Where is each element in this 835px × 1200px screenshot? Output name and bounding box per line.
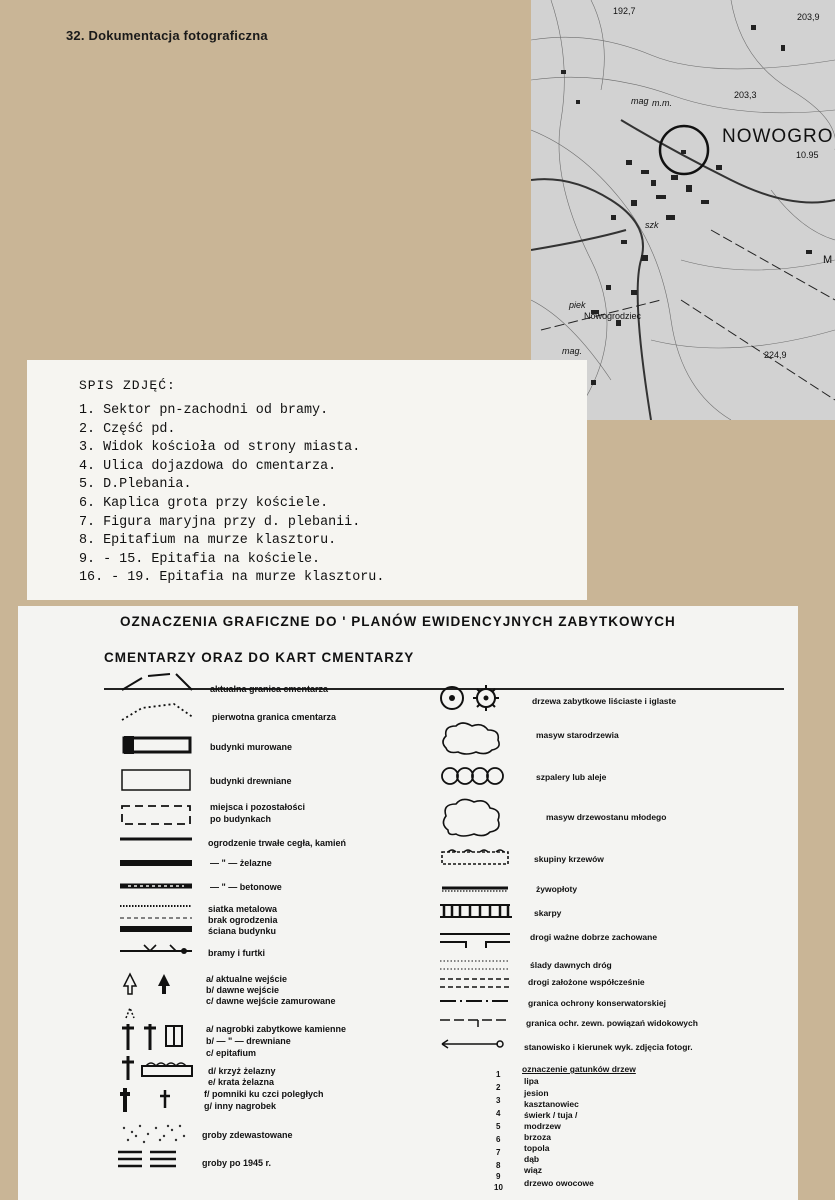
tree-species: drzewo owocowe [524,1178,594,1188]
map-label-place: Nowogrodziec [584,311,642,321]
legend-label: budynki murowane [210,742,293,752]
legend-label: — " — betonowe [210,882,282,892]
map-label-town: NOWOGRO [722,126,834,147]
legend-label: siatka metalowa [208,904,278,914]
tree-number: 10 [494,1183,503,1192]
young-stand-symbol [438,796,518,840]
legend-label: ślady dawnych dróg [530,960,612,970]
fence-lines-symbol [118,902,198,938]
map-elevation: 10.95 [796,150,819,160]
tree-species: jesion [524,1088,549,1098]
list-item: 9. - 15. Epitafia na kościele. [79,551,321,567]
post-1945-graves-symbol [114,1146,194,1174]
tree-species: kasztanowiec [524,1099,579,1109]
legend-label: szpalery lub aleje [536,772,607,782]
map-elevation: 203,9 [797,12,820,22]
tree-number: 3 [496,1096,501,1105]
photo-point-symbol [438,1036,518,1052]
list-item: 16. - 19. Epitafia na murze klasztoru. [79,570,385,586]
legend-label: a/ aktualne wejście [206,974,288,984]
legend-label: skarpy [534,908,562,918]
masonry-building-symbol [118,732,198,758]
road-trace-symbol [438,958,518,972]
list-item: 6. Kaplica grota przy kościele. [79,495,329,511]
tombstone-symbols [118,1020,198,1054]
legend-label: budynki drewniane [210,776,292,786]
map-abbrev: mag [631,96,649,106]
legend-label: d/ krzyż żelazny [208,1066,276,1076]
legend-label: drogi założone współcześnie [528,977,645,987]
tree-number: 6 [496,1135,501,1144]
tree-species: dąb [524,1154,540,1164]
old-growth-symbol [438,720,518,756]
legend-label: e/ krata żelazna [208,1077,275,1087]
tree-number: 9 [496,1172,501,1181]
tree-species: modrzew [524,1121,561,1131]
topographic-map [531,0,835,420]
map-elevation: 192,7 [613,6,636,16]
legend-label: groby po 1945 r. [202,1158,272,1168]
legend-label: f/ pomniki ku czci poległych [204,1089,324,1099]
tree-number: 5 [496,1122,501,1131]
wooden-building-symbol [118,766,198,794]
hedge-symbol [438,882,518,896]
list-item: 2. Część pd. [79,421,176,437]
legend-label: aktualna granica cmentarza [210,684,329,694]
tree-number: 4 [496,1109,501,1118]
legend-label: miejsca i pozostałości [210,802,306,812]
legend-label: g/ inny nagrobek [204,1101,277,1111]
tree-species: wiąz [524,1165,542,1175]
legend-label: masyw drzewostanu młodego [546,812,667,822]
concrete-fence-symbol [118,879,198,893]
tree-symbols [438,684,518,714]
list-item: 3. Widok kościoła od strony miasta. [79,440,361,456]
tree-species: świerk / tuja / [524,1110,578,1120]
view-boundary-symbol [438,1014,518,1028]
legend-label: masyw starodrzewia [536,730,619,740]
map-abbrev: mag. [562,346,583,356]
list-item: 7. Figura maryjna przy d. plebanii. [79,514,361,530]
legend-label: c/ dawne wejście zamurowane [206,996,336,1006]
legend-subtitle: CMENTARZY ORAZ DO KART CMENTARZY [104,650,415,665]
list-item: 5. D.Plebania. [79,477,192,493]
legend-label: granica ochr. zewn. powiązań widokowych [526,1018,698,1028]
road-good-symbol [438,930,518,950]
iron-fence-symbol [118,856,198,870]
legend-label: groby zdewastowane [202,1130,293,1140]
legend-label: b/ dawne wejście [206,985,280,995]
legend-label: brak ogrodzenia [208,915,278,925]
legend-label: c/ epitafium [206,1048,257,1058]
legend-title: OZNACZENIA GRAFICZNE DO ' PLANÓW EWIDENCYJNYCH ZABYTKOWYCH [120,614,676,629]
tree-species: topola [524,1143,550,1153]
monument-symbols [118,1084,198,1114]
gate-symbol [118,941,198,957]
tree-number: 8 [496,1161,501,1170]
slope-symbol [438,902,518,922]
legend-label: ściana budynku [208,926,277,936]
page-title: 32. Dokumentacja fotograficzna [66,28,268,43]
map-abbrev: szk [645,220,659,230]
boundary-original-symbol [118,698,198,724]
map-abbrev: m.m. [652,98,672,108]
building-remains-symbol [118,802,198,830]
list-item: 4. Ulica dojazdowa do cmentarza. [79,458,337,474]
legend-label: b/ — " — drewniane [206,1036,291,1046]
shrub-symbol [438,846,518,870]
road-new-symbol [438,976,518,990]
legend-label: bramy i furtki [208,948,266,958]
legend-label: stanowisko i kierunek wyk. zdjęcia fotogr. [524,1042,693,1052]
legend-label: po budynkach [210,814,272,824]
legend-label: granica ochrony konserwatorskiej [528,998,666,1008]
tree-species: lipa [524,1076,539,1086]
photo-list-heading: SPIS ZDJĘĆ: [79,378,176,393]
legend-label: skupiny krzewów [534,854,604,864]
tree-number: 1 [496,1070,501,1079]
map-elevation: 203,3 [734,90,757,100]
tree-key-heading: oznaczenie gatunków drzew [522,1064,636,1074]
photo-list-card [27,360,587,600]
list-item: 8. Epitafium na murze klasztoru. [79,533,337,549]
legend-label: żywopłoty [536,884,578,894]
tree-species: brzoza [524,1132,551,1142]
legend-label: drzewa zabytkowe liściaste i iglaste [532,696,677,706]
list-item: 1. Sektor pn-zachodni od bramy. [79,403,329,418]
legend-label: — " — żelazne [210,858,272,868]
legend-label: a/ nagrobki zabytkowe kamienne [206,1024,347,1034]
tree-number: 7 [496,1148,501,1157]
alley-symbol [438,764,518,788]
tree-number: 2 [496,1083,501,1092]
map-abbrev: M [823,254,833,266]
legend-label: drogi ważne dobrze zachowane [530,932,658,942]
legend-label: pierwotna granica cmentarza [212,712,337,722]
boundary-current-symbol [118,670,198,696]
map-drawing [531,0,835,420]
conservation-boundary-symbol [438,996,518,1006]
legend-sheet [18,606,798,1200]
iron-cross-symbols [118,1054,198,1084]
permanent-fence-symbol [118,834,198,844]
photo-list [79,402,384,588]
map-elevation: 224,9 [764,350,787,360]
devastated-graves-symbol [118,1122,198,1146]
legend-label: ogrodzenie trwałe cegła, kamień [208,838,347,848]
map-abbrev: piek [569,300,586,310]
